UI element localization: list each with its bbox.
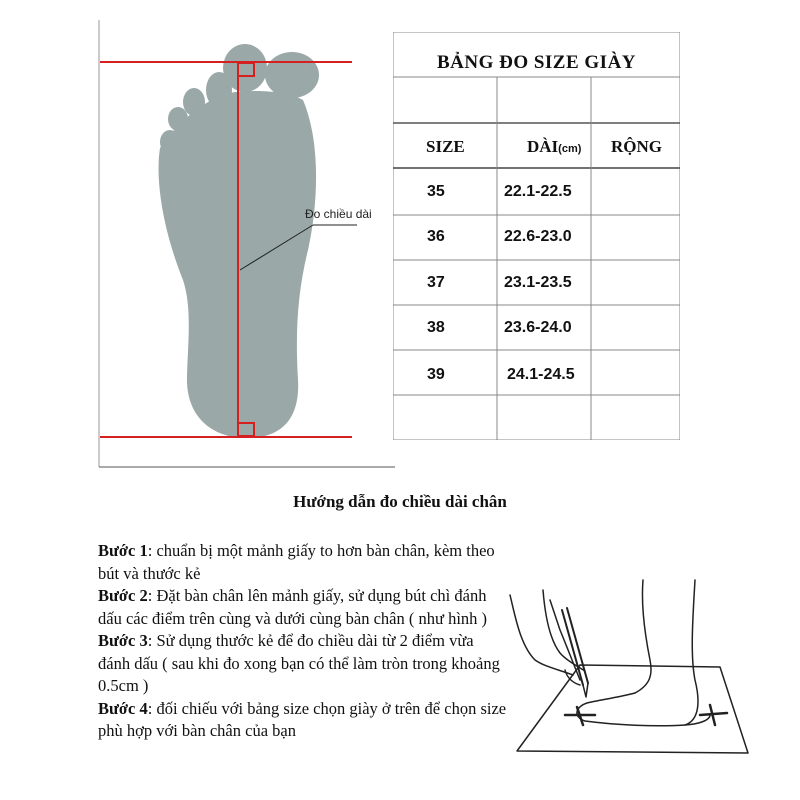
step-text: : Sử dụng thước kẻ để đo chiều dài từ 2 điểm vừa đánh dấu ( sau khi đo xong bạn có thể làm tròn trong khoảng 0.5cm ): [98, 631, 500, 695]
step-text: : chuẩn bị một mảnh giấy to hơn bàn chân, kèm theo bút và thước kẻ: [98, 541, 495, 583]
header-width: RỘNG: [611, 137, 662, 156]
row-size: 35: [427, 183, 445, 200]
step-text: : Đặt bàn chân lên mảnh giấy, sử dụng bút chì đánh dấu các điểm trên cùng và dưới cùng bàn chân ( như hình ): [98, 586, 488, 628]
size-table: [393, 32, 680, 440]
length-label: Đo chiều dài: [305, 207, 372, 221]
step-text: : đối chiếu với bảng size chọn giày ở trên để chọn size phù hợp với bàn chân của bạn: [98, 698, 507, 740]
row-size: 36: [427, 228, 445, 245]
step-item: [98, 585, 508, 630]
pencil-icon: [562, 610, 583, 685]
step-item: [98, 630, 508, 698]
guide-steps: [98, 540, 508, 743]
step-label: Bước 1: [98, 541, 148, 560]
header-length-label: DÀI: [527, 137, 559, 156]
row-length: 23.1-23.5: [504, 274, 572, 291]
row-size: 39: [427, 366, 445, 383]
row-size: 37: [427, 274, 445, 291]
step-label: Bước 3: [98, 631, 148, 650]
foot-measuring-illustration: [505, 575, 760, 765]
header-length-unit: (cm): [558, 143, 582, 155]
step-label: Bước 2: [98, 586, 148, 605]
header-length: [527, 137, 581, 157]
leg-icon: [635, 580, 651, 693]
step-label: Bước 4: [98, 698, 148, 718]
row-length: 22.6-23.0: [504, 228, 572, 245]
row-length: 24.1-24.5: [507, 366, 575, 383]
foot-icon: [577, 693, 710, 726]
paper-sheet-icon: [517, 665, 748, 753]
arm-icon: [510, 595, 573, 675]
step-item: [98, 698, 508, 743]
row-size: 38: [427, 319, 445, 336]
guide-title: Hướng dẫn đo chiều dài chân: [293, 492, 507, 511]
step-item: [98, 540, 508, 585]
table-title: BẢNG ĐO SIZE GIÀY: [436, 52, 637, 73]
foot-diagram: [95, 20, 395, 475]
row-length: 22.1-22.5: [504, 183, 572, 200]
row-length: 23.6-24.0: [504, 319, 572, 336]
header-size: SIZE: [426, 137, 465, 156]
